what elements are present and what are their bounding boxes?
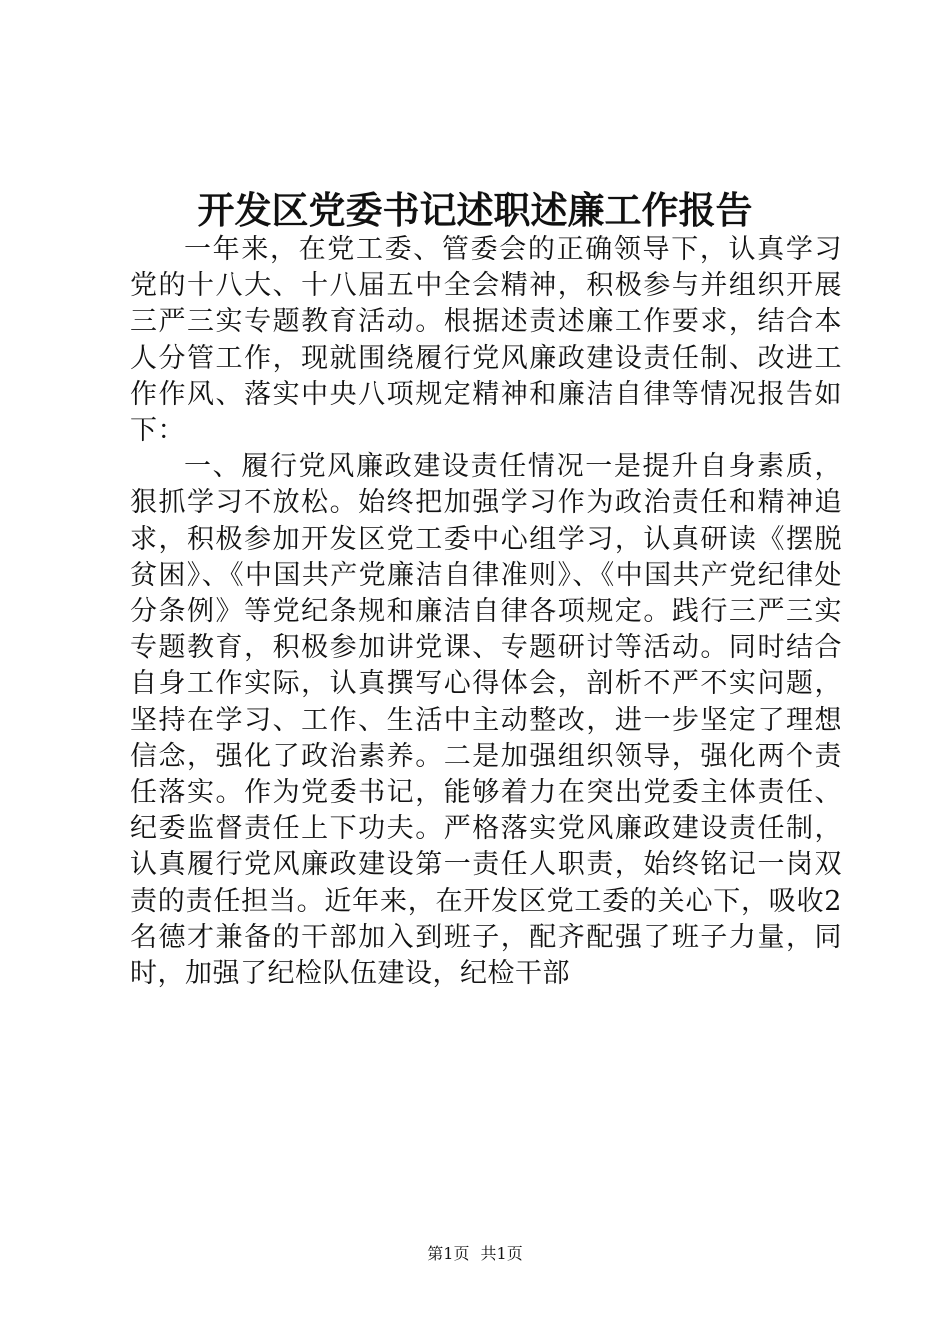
page-number: 第1页 — [427, 1244, 470, 1263]
paragraph-section-one: 一、履行党风廉政建设责任情况一是提升自身素质，狠抓学习不放松。始终把加强学习作为政治责任和精神追求，积极参加开发区党工委中心组学习，认真研读《摆脱贫困》、《中国共产党廉洁自律准则》、《中国共产党纪律处分条例》等党纪条规和廉洁自律各项规定。践行三严三实专题教育，积极参加讲党课、专题研讨等活动。同时结合自身工作实际，认真撰写心得体会，剖析不严不实问题，坚持在学习、工作、生活中主动整改，进一步坚定了理想信念，强化了政治素养。二是加强组织领导，强化两个责任落实。作为党委书记，能够着力在突出党委主体责任、纪委监督责任上下功夫。严格落实党风廉政建设责任制，认真履行党风廉政建设第一责任人职责，始终铭记一岗双责的责任担当。近年来，在开发区党工委的关心下，吸收2名德才兼备的干部加入到班子，配齐配强了班子力量，同时，加强了纪检队伍建设，纪检干部 — [130, 451, 842, 990]
document-title: 开发区党委书记述职述廉工作报告 — [197, 188, 753, 232]
page-footer — [0, 1242, 950, 1266]
document-body — [130, 232, 842, 992]
paragraph-intro: 一年来，在党工委、管委会的正确领导下，认真学习党的十八大、十八届五中全会精神，积极参与并组织开展三严三实专题教育活动。根据述责述廉工作要求，结合本人分管工作，现就围绕履行党风廉政建设责任制、改进工作作风、落实中央八项规定精神和廉洁自律等情况报告如下： — [130, 234, 842, 447]
page-total: 共1页 — [480, 1244, 523, 1263]
